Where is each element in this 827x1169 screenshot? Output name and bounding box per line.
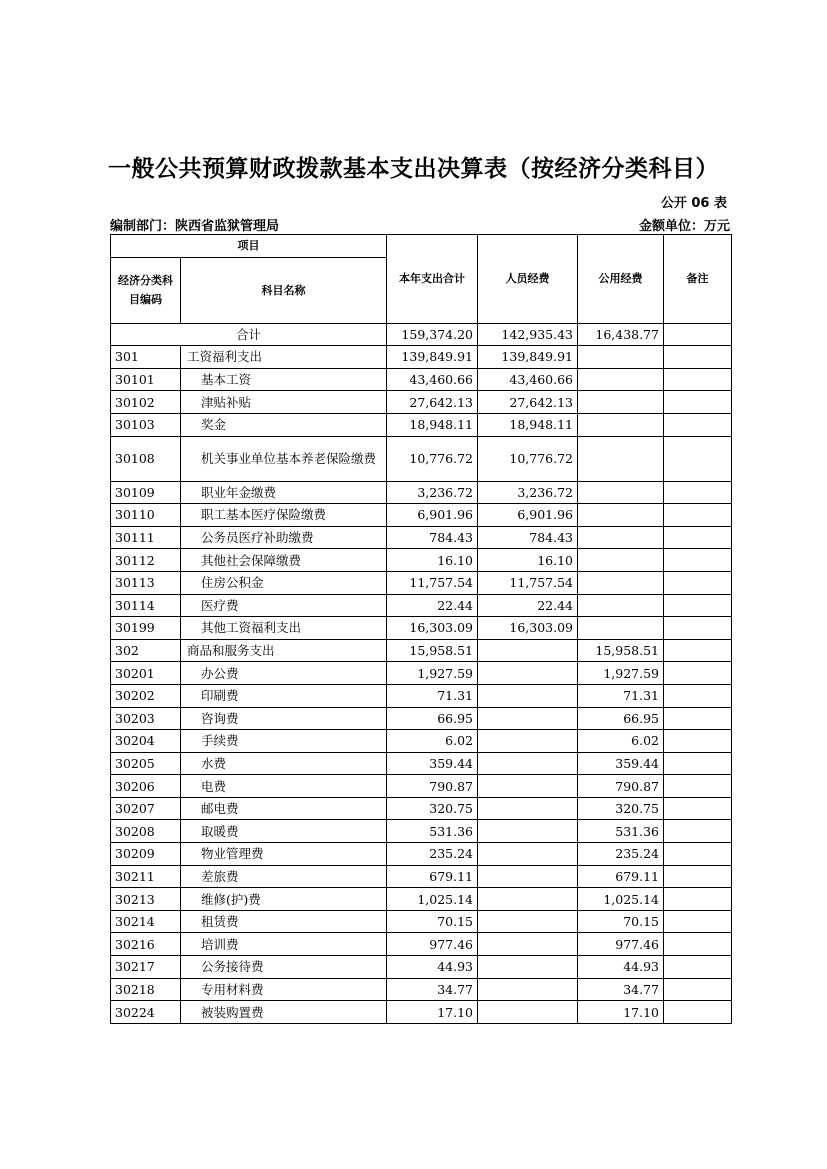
header-code-text: 经济分类科目编码 [118, 274, 173, 307]
row-personnel [478, 707, 578, 730]
amount-unit-label: 金额单位：万元 [638, 219, 730, 234]
row-remark [664, 820, 732, 843]
row-public [578, 346, 664, 369]
row-code: 30201 [111, 662, 181, 685]
table-row [111, 504, 732, 527]
table-row [111, 843, 732, 866]
row-personnel: 18,948.11 [478, 413, 578, 436]
row-remark [664, 775, 732, 798]
row-code: 301 [111, 346, 181, 369]
row-total: 16.10 [387, 549, 478, 572]
row-code: 30218 [111, 978, 181, 1001]
row-total: 235.24 [387, 843, 478, 866]
row-total: 139,849.91 [387, 346, 478, 369]
table-row [111, 481, 732, 504]
row-total: 10,776.72 [387, 436, 478, 481]
row-code: 30111 [111, 526, 181, 549]
row-name: 专用材料费 [181, 978, 387, 1001]
row-public: 34.77 [578, 978, 664, 1001]
row-code: 30217 [111, 956, 181, 979]
row-public [578, 594, 664, 617]
total-public: 16,438.77 [578, 323, 664, 346]
row-personnel [478, 797, 578, 820]
row-name: 商品和服务支出 [181, 639, 387, 662]
row-public [578, 617, 664, 640]
row-name: 印刷费 [181, 684, 387, 707]
row-total: 531.36 [387, 820, 478, 843]
row-name: 工资福利支出 [181, 346, 387, 369]
row-total: 43,460.66 [387, 368, 478, 391]
row-public [578, 504, 664, 527]
row-personnel: 6,901.96 [478, 504, 578, 527]
row-remark [664, 594, 732, 617]
row-code: 30199 [111, 617, 181, 640]
table-row [111, 684, 732, 707]
row-remark [664, 797, 732, 820]
row-personnel [478, 956, 578, 979]
row-code: 30109 [111, 481, 181, 504]
table-row [111, 1001, 732, 1024]
total-amount: 159,374.20 [387, 323, 478, 346]
row-name: 租赁费 [181, 910, 387, 933]
row-name: 物业管理费 [181, 843, 387, 866]
total-row [111, 323, 732, 346]
row-remark [664, 978, 732, 1001]
row-public [578, 391, 664, 414]
row-public: 6.02 [578, 730, 664, 753]
row-personnel: 16,303.09 [478, 617, 578, 640]
row-personnel [478, 684, 578, 707]
table-row [111, 526, 732, 549]
row-personnel: 10,776.72 [478, 436, 578, 481]
row-remark [664, 865, 732, 888]
row-total: 27,642.13 [387, 391, 478, 414]
row-public: 70.15 [578, 910, 664, 933]
row-public: 320.75 [578, 797, 664, 820]
row-name: 奖金 [181, 413, 387, 436]
row-personnel [478, 933, 578, 956]
row-public [578, 526, 664, 549]
row-remark [664, 730, 732, 753]
table-row [111, 662, 732, 685]
row-name: 咨询费 [181, 707, 387, 730]
row-code: 30214 [111, 910, 181, 933]
row-public: 679.11 [578, 865, 664, 888]
row-remark [664, 910, 732, 933]
row-code: 30205 [111, 752, 181, 775]
row-name: 办公费 [181, 662, 387, 685]
row-code: 30216 [111, 933, 181, 956]
row-code: 30108 [111, 436, 181, 481]
row-remark [664, 549, 732, 572]
row-total: 3,236.72 [387, 481, 478, 504]
row-remark [664, 752, 732, 775]
row-personnel [478, 639, 578, 662]
row-code: 302 [111, 639, 181, 662]
table-row [111, 617, 732, 640]
row-total: 6,901.96 [387, 504, 478, 527]
row-public: 66.95 [578, 707, 664, 730]
row-public: 44.93 [578, 956, 664, 979]
total-label: 合计 [111, 323, 387, 346]
header-personnel: 人员经费 [478, 235, 578, 324]
row-remark [664, 707, 732, 730]
row-remark [664, 504, 732, 527]
row-personnel [478, 910, 578, 933]
row-public: 359.44 [578, 752, 664, 775]
row-public [578, 413, 664, 436]
table-row [111, 956, 732, 979]
header-public: 公用经费 [578, 235, 664, 324]
row-remark [664, 888, 732, 911]
row-code: 30103 [111, 413, 181, 436]
row-code: 30209 [111, 843, 181, 866]
row-code: 30204 [111, 730, 181, 753]
row-code: 30224 [111, 1001, 181, 1024]
row-code: 30110 [111, 504, 181, 527]
row-personnel: 43,460.66 [478, 368, 578, 391]
row-code: 30112 [111, 549, 181, 572]
row-name: 公务接待费 [181, 956, 387, 979]
table-row [111, 933, 732, 956]
row-total: 70.15 [387, 910, 478, 933]
table-row [111, 752, 732, 775]
row-remark [664, 526, 732, 549]
row-name: 电费 [181, 775, 387, 798]
row-remark [664, 956, 732, 979]
row-public: 531.36 [578, 820, 664, 843]
row-total: 34.77 [387, 978, 478, 1001]
row-personnel: 11,757.54 [478, 571, 578, 594]
row-public [578, 368, 664, 391]
row-code: 30113 [111, 571, 181, 594]
row-personnel: 784.43 [478, 526, 578, 549]
table-row [111, 594, 732, 617]
row-remark [664, 684, 732, 707]
row-remark [664, 368, 732, 391]
total-personnel: 142,935.43 [478, 323, 578, 346]
row-personnel [478, 1001, 578, 1024]
row-personnel [478, 865, 578, 888]
row-public: 1,927.59 [578, 662, 664, 685]
table-row [111, 888, 732, 911]
table-row [111, 368, 732, 391]
row-personnel [478, 752, 578, 775]
row-personnel: 16.10 [478, 549, 578, 572]
row-name: 住房公积金 [181, 571, 387, 594]
row-code: 30213 [111, 888, 181, 911]
row-remark [664, 391, 732, 414]
row-personnel [478, 843, 578, 866]
table-row [111, 865, 732, 888]
row-remark [664, 346, 732, 369]
row-public: 977.46 [578, 933, 664, 956]
row-public [578, 481, 664, 504]
row-total: 17.10 [387, 1001, 478, 1024]
row-name: 培训费 [181, 933, 387, 956]
table-row [111, 549, 732, 572]
header-name: 科目名称 [181, 257, 387, 323]
row-remark [664, 436, 732, 481]
row-name: 邮电费 [181, 797, 387, 820]
row-name: 医疗费 [181, 594, 387, 617]
row-name: 基本工资 [181, 368, 387, 391]
row-total: 1,927.59 [387, 662, 478, 685]
table-row [111, 346, 732, 369]
row-remark [664, 843, 732, 866]
row-remark [664, 413, 732, 436]
table-row [111, 571, 732, 594]
table-row [111, 775, 732, 798]
row-remark [664, 571, 732, 594]
header-remark: 备注 [664, 235, 732, 324]
row-code: 30102 [111, 391, 181, 414]
row-personnel: 22.44 [478, 594, 578, 617]
row-code: 30208 [111, 820, 181, 843]
row-name: 职业年金缴费 [181, 481, 387, 504]
row-public: 71.31 [578, 684, 664, 707]
row-total: 11,757.54 [387, 571, 478, 594]
row-public: 15,958.51 [578, 639, 664, 662]
row-name: 取暖费 [181, 820, 387, 843]
page-title: 一般公共预算财政拨款基本支出决算表（按经济分类科目） [108, 156, 719, 182]
row-name: 其他工资福利支出 [181, 617, 387, 640]
row-total: 66.95 [387, 707, 478, 730]
row-public [578, 436, 664, 481]
row-total: 15,958.51 [387, 639, 478, 662]
table-row [111, 820, 732, 843]
row-name: 维修(护)费 [181, 888, 387, 911]
row-public: 17.10 [578, 1001, 664, 1024]
row-code: 30114 [111, 594, 181, 617]
table-row [111, 707, 732, 730]
row-total: 679.11 [387, 865, 478, 888]
table-row [111, 797, 732, 820]
row-remark [664, 639, 732, 662]
row-code: 30206 [111, 775, 181, 798]
row-personnel: 139,849.91 [478, 346, 578, 369]
table-row [111, 413, 732, 436]
row-name: 差旅费 [181, 865, 387, 888]
row-personnel [478, 888, 578, 911]
row-name: 被装购置费 [181, 1001, 387, 1024]
row-public: 235.24 [578, 843, 664, 866]
row-name: 手续费 [181, 730, 387, 753]
row-total: 71.31 [387, 684, 478, 707]
department-label: 编制部门：陕西省监狱管理局 [110, 219, 280, 234]
row-personnel: 3,236.72 [478, 481, 578, 504]
row-personnel [478, 662, 578, 685]
row-remark [664, 481, 732, 504]
row-remark [664, 1001, 732, 1024]
row-total: 790.87 [387, 775, 478, 798]
row-total: 784.43 [387, 526, 478, 549]
row-total: 320.75 [387, 797, 478, 820]
row-total: 44.93 [387, 956, 478, 979]
table-row [111, 910, 732, 933]
row-name: 津贴补贴 [181, 391, 387, 414]
row-total: 22.44 [387, 594, 478, 617]
row-remark [664, 617, 732, 640]
row-public [578, 549, 664, 572]
row-code: 30101 [111, 368, 181, 391]
row-total: 1,025.14 [387, 888, 478, 911]
row-total: 359.44 [387, 752, 478, 775]
row-personnel [478, 978, 578, 1001]
row-name: 机关事业单位基本养老保险缴费 [181, 436, 387, 481]
row-public: 790.87 [578, 775, 664, 798]
row-public [578, 571, 664, 594]
table-row [111, 639, 732, 662]
row-remark [664, 662, 732, 685]
row-total: 18,948.11 [387, 413, 478, 436]
row-name: 水费 [181, 752, 387, 775]
table-row [111, 436, 732, 481]
header-total: 本年支出合计 [387, 235, 478, 324]
expenditure-table [110, 234, 732, 1024]
row-personnel: 27,642.13 [478, 391, 578, 414]
row-personnel [478, 775, 578, 798]
header-code [111, 257, 181, 323]
row-personnel [478, 730, 578, 753]
row-code: 30202 [111, 684, 181, 707]
row-name: 其他社会保障缴费 [181, 549, 387, 572]
table-row [111, 391, 732, 414]
row-code: 30211 [111, 865, 181, 888]
row-name: 公务员医疗补助缴费 [181, 526, 387, 549]
form-number: 公开 06 表 [660, 196, 727, 211]
table-row [111, 730, 732, 753]
row-personnel [478, 820, 578, 843]
table-row [111, 978, 732, 1001]
header-item: 项目 [111, 235, 387, 258]
row-code: 30203 [111, 707, 181, 730]
row-total: 977.46 [387, 933, 478, 956]
row-total: 16,303.09 [387, 617, 478, 640]
row-total: 6.02 [387, 730, 478, 753]
row-code: 30207 [111, 797, 181, 820]
row-public: 1,025.14 [578, 888, 664, 911]
row-name: 职工基本医疗保险缴费 [181, 504, 387, 527]
row-remark [664, 933, 732, 956]
total-remark [664, 323, 732, 346]
